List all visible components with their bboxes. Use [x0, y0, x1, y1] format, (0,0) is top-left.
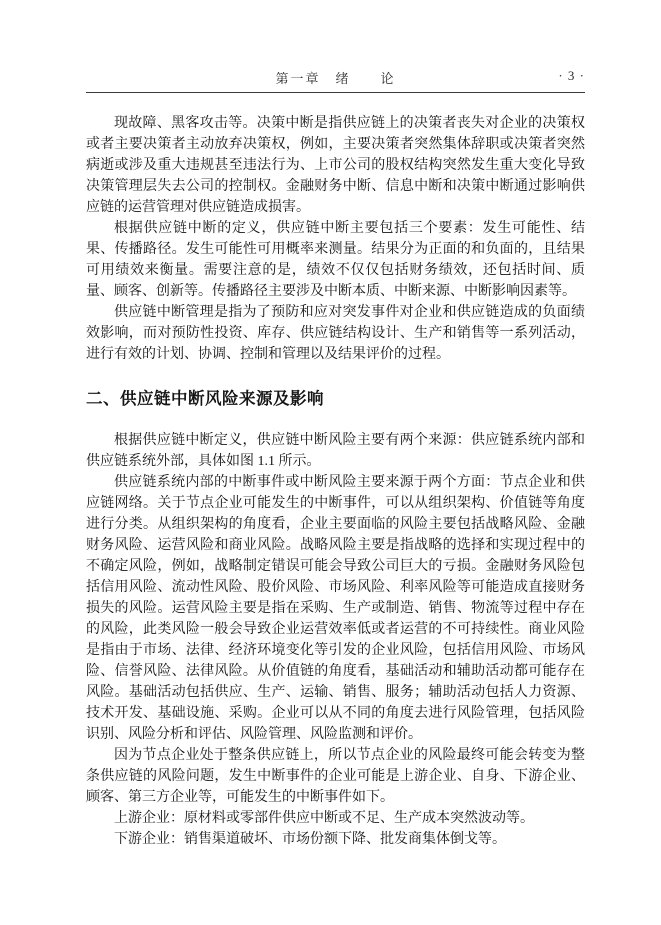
paragraph: 上游企业：原材料或零部件供应中断或不足、生产成本突然波动等。	[114, 811, 534, 826]
running-header	[86, 68, 585, 90]
paragraph: 下游企业：销售渠道破坏、市场份额下降、批发商集体倒戈等。	[114, 832, 506, 847]
paragraph: 现故障、黑客攻击等。决策中断是指供应链上的决策者丧失对企业的决策权或者主要决策者主动放弃决策权，例如，主要决策者突然集体辞职或决策者突然病逝或涉及重大违规甚至违法行为、上市公司的股权结构突然发生重大变化导致决策管理层失去公司的控制权。金融财务中断、信息中断和决策中断通过影响供应链的运营管理对供应链造成损害。	[86, 116, 585, 215]
page-number: · 3 ·	[558, 68, 585, 83]
chapter-title: 第一章 绪 论	[275, 71, 396, 86]
paragraph: 根据供应链中断的定义，供应链中断主要包括三个要素：发生可能性、结果、传播路径。发生可能性可用概率来测量。结果分为正面的和负面的，且结果可用绩效来衡量。需要注意的是，绩效不仅仅包括财务绩效，还包括时间、质量、顾客、创新等。传播路径主要涉及中断本质、中断来源、中断影响因素等。	[86, 221, 585, 299]
header-rule	[86, 92, 585, 93]
paragraph: 供应链中断管理是指为了预防和应对突发事件对企业和供应链造成的负面绩效影响，而对预防性投资、库存、供应链结构设计、生产和销售等一系列活动，进行有效的计划、协调、控制和管理以及结果评价的过程。	[86, 305, 585, 362]
paragraph: 因为节点企业处于整条供应链上，所以节点企业的风险最终可能会转变为整条供应链的风险问题，发生中断事件的企业可能是上游企业、自身、下游企业、顾客、第三方企业等，可能发生的中断事件如下。	[86, 748, 585, 805]
page-content	[86, 68, 585, 850]
section-heading: 二、供应链中断风险来源及影响	[86, 390, 324, 408]
paragraph: 供应链系统内部的中断事件或中断风险主要来源于两个方面：节点企业和供应链网络。关于节点企业可能发生的中断事件，可以从组织架构、价值链等角度进行分类。从组织架构的角度看，企业主要面临的风险主要包括战略风险、金融财务风险、运营风险和商业风险。战略风险主要是指战略的选择和实现过程中的不确定风险，例如，战略制定错误可能会导致公司巨大的亏损。金融财务风险包括信用风险、流动性风险、股价风险、市场风险、利率风险等可能造成直接财务损失的风险。运营风险主要是指在采购、生产或制造、销售、物流等过程中存在的风险，此类风险一般会导致企业运营效率低或者运营的不可持续性。商业风险是指由于市场、法律、经济环境变化等引发的企业风险，包括信用风险、市场风险、信誉风险、法律风险。从价值链的角度看，基础活动和辅助活动都可能存在风险。基础活动包括供应、生产、运输、销售、服务；辅助活动包括人力资源、技术开发、基础设施、采购。企业可以从不同的角度去进行风险管理，包括风险识别、风险分析和评估、风险管理、风险监测和评价。	[86, 475, 585, 742]
paragraph: 根据供应链中断定义，供应链中断风险主要有两个来源：供应链系统内部和供应链系统外部，具体如图 1.1 所示。	[86, 433, 585, 469]
body-text	[86, 113, 585, 850]
